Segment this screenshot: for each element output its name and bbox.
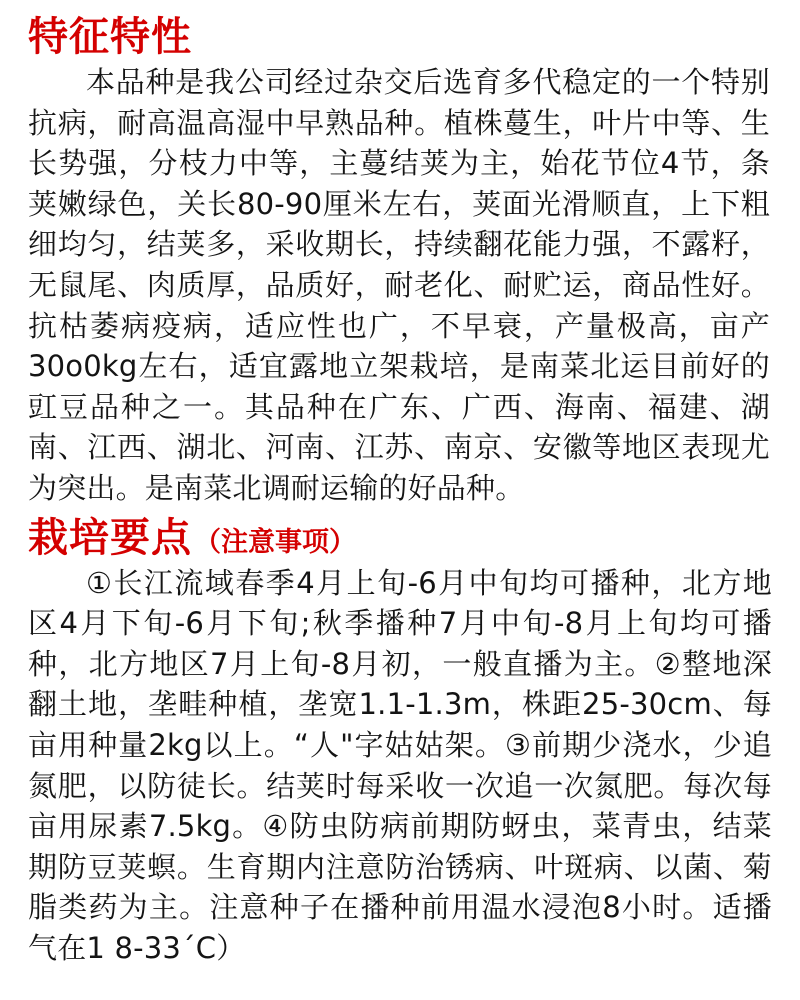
section-heading-cultivation <box>28 515 772 561</box>
section-body-features: 本品种是我公司经过杂交后选育多代稳定的一个特别抗病，耐高温高湿中早熟品种。植株蔓生，叶片中等、生长势强，分枝力中等，主蔓结荚为主，始花节位4节，条荚嫩绿色，关长80-90厘米左右，荚面光滑顺直，上下粗细均匀，结荚多，采收期长，持续翻花能力强，不露籽，无鼠尾、肉质厚，品质好，耐老化、耐贮运，商品性好。抗枯萎病疫病，适应性也广，不早衰，产量极高，亩产30o0kg左右，适宜露地立架栽培，是南菜北运目前好的豇豆品种之一。其品种在广东、广西、海南、福建、湖南、江西、湖北、河南、江苏、南京、安徽等地区表现尤为突出。是南菜北调耐运输的好品种。 <box>28 65 770 505</box>
section-title-cultivation: 栽培要点 <box>28 513 192 561</box>
section-note-cultivation: （注意事项） <box>194 526 356 558</box>
section-body-cultivation: ①长江流域春季4月上旬-6月中旬均可播种，北方地区4月下旬-6月下旬;秋季播种7月中旬-8月上旬均可播种，北方地区7月上旬-8月初，一般直播为主。②整地深翻土地，垄畦种植，垄宽1.1-1.3m，株距25-30cm、每亩用种量2kg以上。“人"字姑姑架。③前期少浇水，少追氮肥，以防徒长。结荚时每采收一次追一次氮肥。每次每亩用尿素7.5kg。④防虫防病前期防蚜虫，菜青虫，结菜期防豆荚螟。生育期内注意防治锈病、叶斑病、以菌、菊脂类药为主。注意种子在播种前用温水浸泡8小时。适播气在1 8-33´C） <box>28 565 772 965</box>
section-title-features: 特征特性 <box>28 13 192 60</box>
section-heading-features <box>28 14 772 60</box>
